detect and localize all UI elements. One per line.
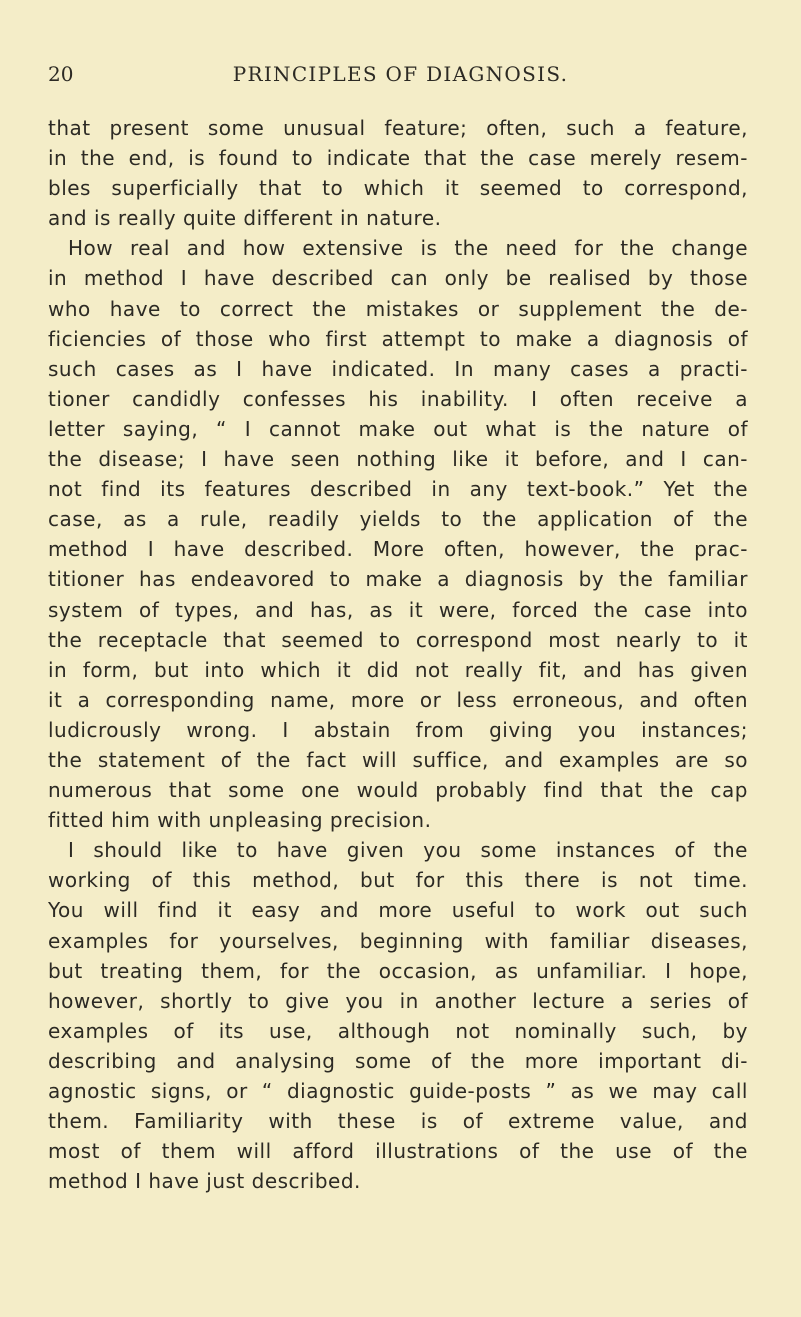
text-line: in method I have described can only be realised by those (48, 266, 748, 291)
running-header: PRINCIPLES OF DIAGNOSIS. (232, 62, 569, 86)
text-line: them. Familiarity with these is of extreme value, and (48, 1109, 748, 1134)
text-line: but treating them, for the occasion, as unfamiliar. I hope, (48, 958, 748, 983)
text-line: such cases as I have indicated. In many cases a practi- (48, 356, 748, 381)
text-line: numerous that some one would probably find that the cap (48, 778, 748, 803)
text-line: the disease; I have seen nothing like it before, and I can- (48, 447, 748, 472)
text-line: in the end, is found to indicate that the case merely resem- (48, 146, 748, 171)
text-line: You will find it easy and more useful to work out such (48, 898, 748, 923)
text-line: examples for yourselves, beginning with familiar diseases, (48, 928, 748, 953)
text-line: most of them will afford illustrations of the use of the (48, 1139, 748, 1164)
text-line: who have to correct the mistakes or supplement the de- (48, 296, 748, 321)
page-number: 20 (48, 62, 74, 86)
text-line: describing and analysing some of the more important di- (48, 1048, 748, 1073)
text-line: the receptacle that seemed to correspond most nearly to it (48, 627, 748, 652)
text-line: bles superficially that to which it seemed to correspond, (48, 176, 748, 201)
text-line: it a corresponding name, more or less erroneous, and often (48, 687, 748, 712)
text-line: examples of its use, although not nominally such, by (48, 1018, 748, 1043)
text-line: tioner candidly confesses his inability. I often receive a (48, 386, 748, 411)
text-line: ficiencies of those who first attempt to make a diagnosis of (48, 326, 748, 351)
text-line: not find its features described in any text-book.” Yet the (48, 477, 748, 502)
text-line: system of types, and has, as it were, forced the case into (48, 597, 748, 622)
text-line: however, shortly to give you in another lecture a series of (48, 988, 748, 1013)
text-line: ludicrously wrong. I abstain from giving you instances; (48, 717, 748, 742)
text-line: How real and how extensive is the need for the change (68, 236, 748, 261)
text-line: method I have described. More often, however, the prac- (48, 537, 748, 562)
text-line: and is really quite different in nature. (48, 206, 442, 231)
text-line: that present some unusual feature; often, such a feature, (48, 116, 748, 140)
text-line: in form, but into which it did not really fit, and has given (48, 657, 748, 682)
body-text (48, 113, 748, 1196)
text-line: working of this method, but for this there is not time. (48, 868, 748, 893)
text-line: case, as a rule, readily yields to the application of the (48, 507, 748, 532)
text-line: fitted him with unpleasing precision. (48, 808, 432, 833)
text-line: the statement of the fact will suffice, and examples are so (48, 747, 748, 772)
text-line: agnostic signs, or “ diagnostic guide-posts ” as we may call (48, 1079, 748, 1103)
text-line: method I have just described. (48, 1169, 361, 1194)
text-line: letter saying, “ I cannot make out what is the nature of (48, 416, 748, 441)
text-line: titioner has endeavored to make a diagnosis by the familiar (48, 567, 748, 592)
text-line: I should like to have given you some instances of the (68, 838, 748, 863)
